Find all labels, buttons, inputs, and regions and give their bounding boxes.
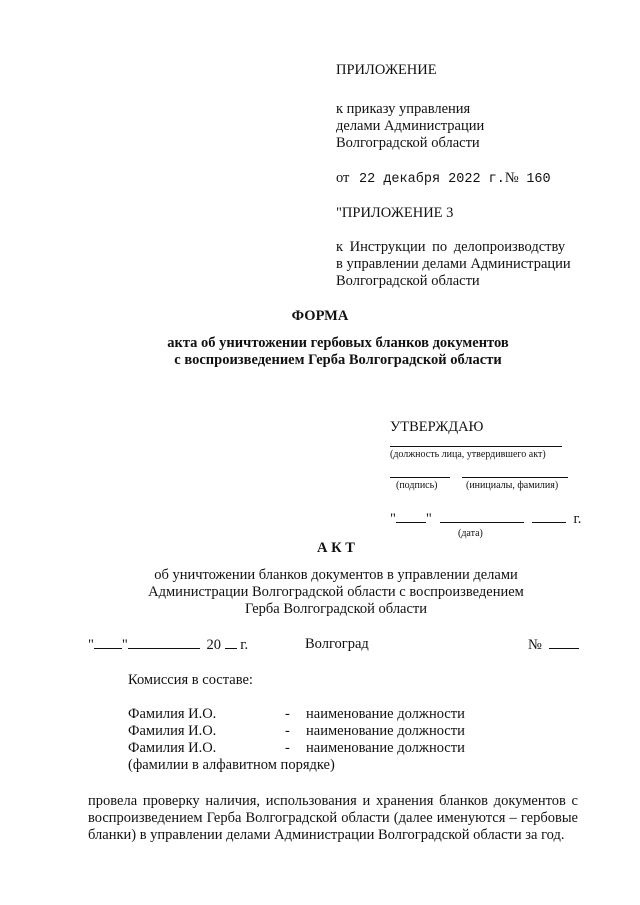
commission-note: (фамилии в алфавитном порядке) (128, 757, 335, 773)
appendix-date-line (336, 170, 551, 188)
appendix3-line-3: Волгоградской области (336, 273, 480, 289)
approve-signature-caption: (подпись) (396, 480, 438, 491)
commission-member-dash: - (285, 740, 290, 756)
act-year-prefix: 20 (206, 637, 221, 653)
act-date-quote-close: " (121, 637, 128, 653)
act-title: А К Т (317, 540, 355, 556)
approve-date-quote-open: " (390, 511, 396, 527)
appendix-title: ПРИЛОЖЕНИЕ (336, 62, 437, 78)
approve-signature-line (390, 477, 450, 478)
act-description-2: Администрации Волгоградской области с воспроизведением (148, 584, 524, 600)
act-date-line (88, 636, 248, 654)
appendix-date-value: 22 декабря 2022 г. (359, 172, 505, 187)
approve-month-blank (440, 510, 524, 523)
commission-member-name: Фамилия И.О. (128, 706, 217, 722)
form-subtitle-1: акта об уничтожении гербовых бланков документов (167, 335, 509, 351)
approve-year-blank (532, 510, 566, 523)
commission-member-dash: - (285, 723, 290, 739)
act-date-quote-open: " (88, 637, 94, 653)
commission-member-name: Фамилия И.О. (128, 723, 217, 739)
approve-date-line (390, 510, 581, 528)
act-month-blank (128, 636, 200, 649)
appendix3-title: "ПРИЛОЖЕНИЕ 3 (336, 205, 454, 221)
act-city: Волгоград (305, 636, 369, 652)
approve-initials-caption: (инициалы, фамилия) (466, 480, 559, 491)
act-number-sign: № (528, 637, 542, 653)
appendix-line-1: к приказу управления (336, 101, 471, 117)
appendix-number-value: 160 (526, 172, 551, 187)
appendix-line-3: Волгоградской области (336, 135, 480, 151)
approve-title: УТВЕРЖДАЮ (390, 419, 484, 435)
act-number-line (528, 636, 579, 654)
commission-member-dash: - (285, 706, 290, 722)
act-year-blank (225, 636, 237, 649)
appendix-number-sign: № (504, 170, 519, 186)
act-description-3: Герба Волгоградской области (244, 601, 428, 617)
act-year-suffix: г. (240, 637, 249, 653)
approve-day-blank (396, 510, 426, 523)
approve-initials-line (462, 477, 568, 478)
body-paragraph: провела проверку наличия, использования и хранения бланков документов с воспроизведением Герба Волгоградской области (далее именуются – гербовые бланки) в управлении делами Администрации Волгоградской области за год. (88, 793, 578, 843)
approve-date-quote-close: " (425, 511, 432, 527)
approve-position-caption: (должность лица, утвердившего акт) (390, 449, 546, 460)
approve-year-suffix: г. (573, 511, 582, 527)
appendix-line-2: делами Администрации (336, 118, 485, 134)
commission-member-position: наименование должности (306, 740, 465, 756)
form-subtitle-2: с воспроизведением Герба Волгоградской области (174, 352, 502, 368)
approve-position-line (390, 446, 562, 447)
act-description-1: об уничтожении бланков документов в управлении делами (154, 567, 518, 583)
act-day-blank (94, 636, 122, 649)
commission-member-position: наименование должности (306, 706, 465, 722)
approve-date-caption: (дата) (458, 528, 483, 539)
appendix3-line-1: к Инструкции по делопроизводству (336, 239, 566, 255)
appendix-date-prefix: от (336, 170, 350, 186)
act-number-blank (549, 636, 579, 649)
form-heading: ФОРМА (291, 308, 349, 324)
commission-member-name: Фамилия И.О. (128, 740, 217, 756)
commission-intro: Комиссия в составе: (128, 672, 253, 688)
commission-member-position: наименование должности (306, 723, 465, 739)
appendix3-line-2: в управлении делами Администрации (336, 256, 571, 272)
